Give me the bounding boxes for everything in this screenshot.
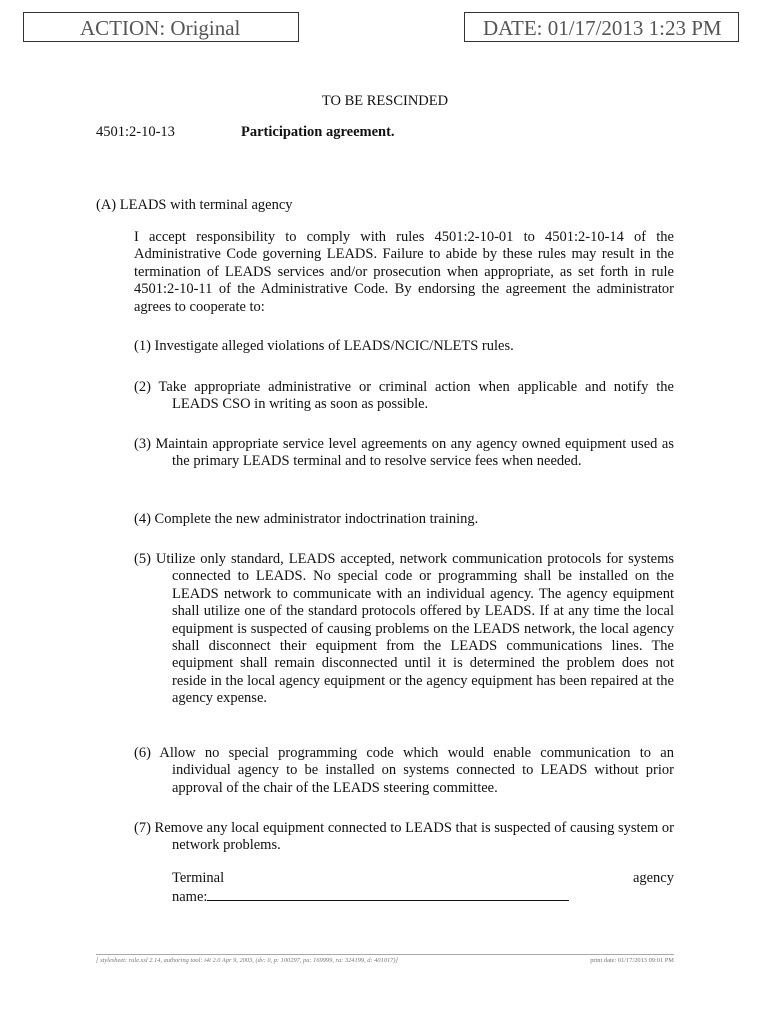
list-item-6: (6) Allow no special programming code which would enable communication to an individual agency to be installed on systems connected to LEADS without prior approval of the chair of the LEADS steering committee. xyxy=(134,745,674,796)
footer-stylesheet-info: [ stylesheet: rule.xsl 2.14, authoring tool: i4i 2.0 Apr 9, 2003, (dv: 0, p: 100297, pa: 169999, ra: 324199, d: 401017)] xyxy=(96,957,398,964)
name-label-word: name: xyxy=(172,889,208,905)
section-a-heading: (A) LEADS with terminal agency xyxy=(96,197,293,213)
action-status-box: ACTION: Original xyxy=(23,12,299,42)
name-blank-line[interactable] xyxy=(207,887,569,901)
list-item-5: (5) Utilize only standard, LEADS accepted, network communication protocols for systems connected to LEADS. No special code or programming shall be installed on the LEADS network to communicate with an individual agency. The agency equipment shall utilize one of the standard protocols offered by LEADS. If at any time the local equipment is suspected of causing problems on the LEADS network, the local agency shall disconnect their equipment from the LEADS communications lines. The equipment shall remain disconnected until it is determined the problem does not reside in the local agency equipment or the agency equipment has been repaired at the agency expense. xyxy=(134,551,674,707)
rule-title: Participation agreement. xyxy=(241,124,395,140)
footer-print-date: print date: 01/17/2013 09:01 PM xyxy=(590,957,674,964)
rule-number: 4501:2-10-13 xyxy=(96,124,175,140)
date-box: DATE: 01/17/2013 1:23 PM xyxy=(464,12,739,42)
terminal-label-word: Terminal xyxy=(172,870,225,886)
footer-divider xyxy=(96,954,674,955)
list-item-1: (1) Investigate alleged violations of LEADS/NCIC/NLETS rules. xyxy=(134,338,514,354)
rescind-notice: TO BE RESCINDED xyxy=(321,93,449,109)
list-item-4: (4) Complete the new administrator indoctrination training. xyxy=(134,511,479,527)
agency-label-word: agency xyxy=(632,870,674,886)
list-item-2: (2) Take appropriate administrative or criminal action when applicable and notify the LEADS CSO in writing as soon as possible. xyxy=(134,379,674,413)
list-item-7: (7) Remove any local equipment connected to LEADS that is suspected of causing system or network problems. xyxy=(134,820,674,854)
list-item-3: (3) Maintain appropriate service level agreements on any agency owned equipment used as the primary LEADS terminal and to resolve service fees when needed. xyxy=(134,436,674,470)
terminal-agency-name-field xyxy=(172,887,569,906)
intro-paragraph: I accept responsibility to comply with rules 4501:2-10-01 to 4501:2-10-14 of the Administrative Code governing LEADS. Failure to abide by these rules may result in the termination of LEADS services and/or prosecution when appropriate, as set forth in rule 4501:2-10-11 of the Administrative Code. By endorsing the agreement the administrator agrees to cooperate to: xyxy=(134,229,674,315)
terminal-agency-label xyxy=(172,870,674,887)
